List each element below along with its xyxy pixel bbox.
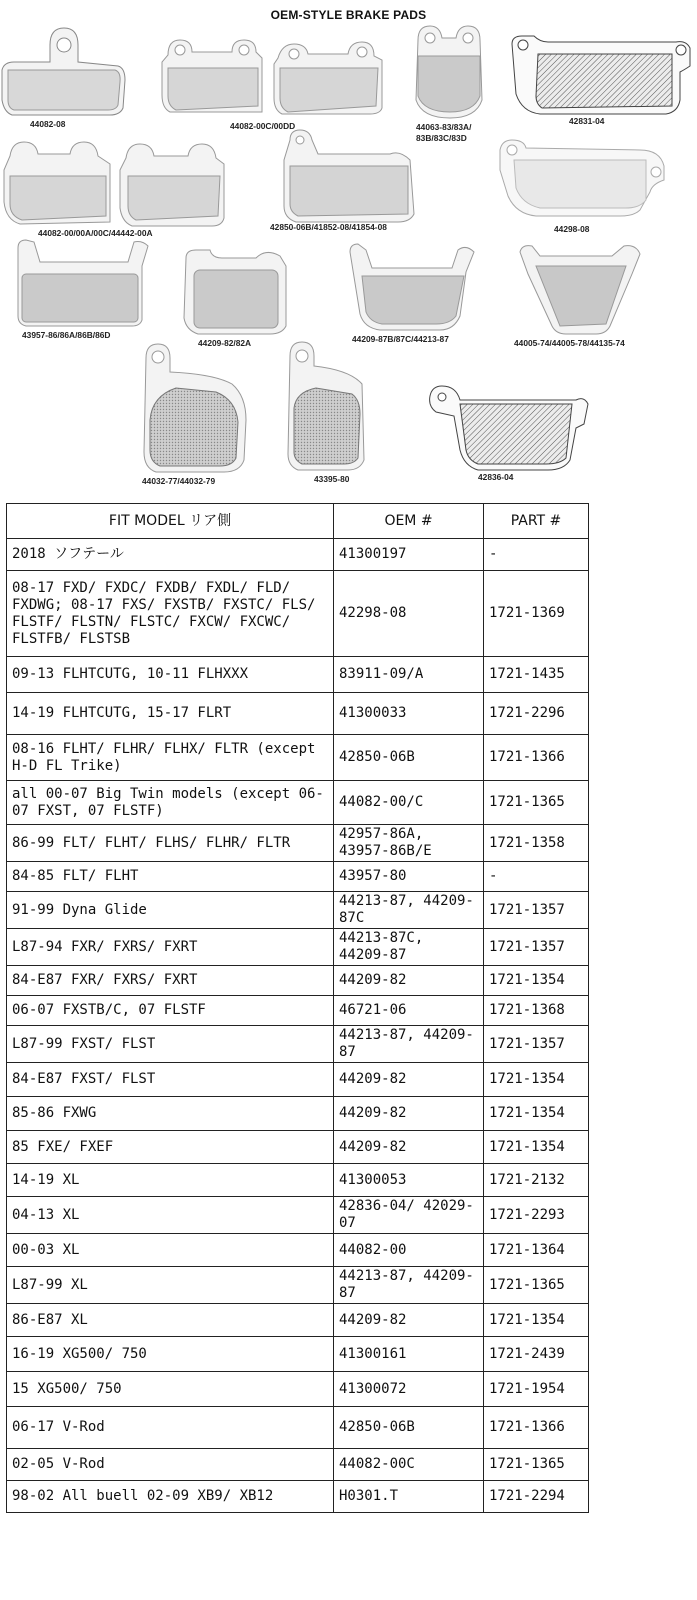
pad-label: 83B/83C/83D bbox=[416, 133, 467, 143]
brake-pad-43957-86 bbox=[18, 240, 148, 340]
part-number: 1721-1358 bbox=[484, 825, 589, 862]
fit-model: all 00-07 Big Twin models (except 06-07 FXST, 07 FLSTF) bbox=[7, 781, 334, 825]
table-row bbox=[7, 1481, 589, 1513]
fit-model: 85-86 FXWG bbox=[7, 1097, 334, 1131]
fit-model: 84-E87 FXST/ FLST bbox=[7, 1063, 334, 1097]
fit-model: 84-85 FLT/ FLHT bbox=[7, 862, 334, 892]
pad-label: 44032-77/44032-79 bbox=[142, 476, 216, 486]
oem-number: 44209-82 bbox=[334, 1097, 484, 1131]
pad-label: 44082-00C/00DD bbox=[230, 121, 296, 131]
pad-label: 44082-08 bbox=[30, 119, 66, 129]
part-number: 1721-2296 bbox=[484, 693, 589, 735]
table-row bbox=[7, 1131, 589, 1164]
brake-pad-44063-83 bbox=[416, 26, 482, 143]
brake-pad-44209-82 bbox=[184, 250, 286, 348]
oem-number: 46721-06 bbox=[334, 996, 484, 1026]
part-number: 1721-1366 bbox=[484, 1407, 589, 1449]
fit-model: 08-16 FLHT/ FLHR/ FLHX/ FLTR (except H-D FL Trike) bbox=[7, 735, 334, 781]
part-number: 1721-2294 bbox=[484, 1481, 589, 1513]
part-number: 1721-2439 bbox=[484, 1337, 589, 1372]
table-row bbox=[7, 1407, 589, 1449]
oem-number: 44209-82 bbox=[334, 966, 484, 996]
fit-model: 02-05 V-Rod bbox=[7, 1449, 334, 1481]
table-row bbox=[7, 571, 589, 657]
table-row bbox=[7, 1304, 589, 1337]
oem-number: 42850-06B bbox=[334, 1407, 484, 1449]
header-part-number: PART # bbox=[484, 504, 589, 539]
fit-model: 98-02 All buell 02-09 XB9/ XB12 bbox=[7, 1481, 334, 1513]
part-number: 1721-1354 bbox=[484, 1131, 589, 1164]
pad-label: 42831-04 bbox=[569, 116, 605, 126]
oem-number: 42957-86A, 43957-86B/E bbox=[334, 825, 484, 862]
brake-pad-44298-08 bbox=[500, 140, 664, 234]
brake-pad-44082-00c-00dd bbox=[162, 40, 382, 131]
fit-model: 91-99 Dyna Glide bbox=[7, 892, 334, 929]
table-row bbox=[7, 1164, 589, 1197]
fit-model: 86-99 FLT/ FLHT/ FLHS/ FLHR/ FLTR bbox=[7, 825, 334, 862]
table-row bbox=[7, 1197, 589, 1234]
table-row bbox=[7, 657, 589, 693]
table-row bbox=[7, 1234, 589, 1267]
table-row bbox=[7, 539, 589, 571]
fit-model: 2018 ソフテール bbox=[7, 539, 334, 571]
part-number: 1721-1365 bbox=[484, 1267, 589, 1304]
table-row bbox=[7, 892, 589, 929]
oem-number: 44213-87, 44209-87 bbox=[334, 1026, 484, 1063]
pad-label: 44063-83/83A/ bbox=[416, 122, 472, 132]
fit-model: 00-03 XL bbox=[7, 1234, 334, 1267]
oem-number: 42836-04/ 42029-07 bbox=[334, 1197, 484, 1234]
fit-model: 15 XG500/ 750 bbox=[7, 1372, 334, 1407]
fit-model: 08-17 FXD/ FXDC/ FXDB/ FXDL/ FLD/ FXDWG; 08-17 FXS/ FXSTB/ FXSTC/ FLS/ FLSTF/ FLSTN/ FLSTC/ FXCW/ FXCWC/ FLSTFB/ FLSTSB bbox=[7, 571, 334, 657]
brake-pad-42850-06b bbox=[270, 130, 414, 232]
pad-label: 44005-74/44005-78/44135-74 bbox=[514, 338, 625, 348]
fit-model: L87-94 FXR/ FXRS/ FXRT bbox=[7, 929, 334, 966]
oem-number: 83911-09/A bbox=[334, 657, 484, 693]
brake-pad-42831-04 bbox=[512, 36, 690, 126]
fit-model: 84-E87 FXR/ FXRS/ FXRT bbox=[7, 966, 334, 996]
table-row bbox=[7, 1267, 589, 1304]
part-number: 1721-1354 bbox=[484, 1097, 589, 1131]
brake-pad-44032-77 bbox=[142, 344, 246, 486]
pad-label: 44209-87B/87C/44213-87 bbox=[352, 334, 449, 344]
header-oem-number: OEM # bbox=[334, 504, 484, 539]
brake-pad-44082-00 bbox=[4, 142, 224, 238]
part-number: 1721-1365 bbox=[484, 781, 589, 825]
part-number: 1721-1369 bbox=[484, 571, 589, 657]
fit-model: 14-19 FLHTCUTG, 15-17 FLRT bbox=[7, 693, 334, 735]
table-row bbox=[7, 735, 589, 781]
fit-model: 16-19 XG500/ 750 bbox=[7, 1337, 334, 1372]
pad-label: 44082-00/00A/00C/44442-00A bbox=[38, 228, 153, 238]
oem-number: 42298-08 bbox=[334, 571, 484, 657]
table-row bbox=[7, 1063, 589, 1097]
table-row bbox=[7, 693, 589, 735]
part-number: 1721-1954 bbox=[484, 1372, 589, 1407]
oem-number: 44209-82 bbox=[334, 1304, 484, 1337]
table-row bbox=[7, 1449, 589, 1481]
table-header-row bbox=[7, 504, 589, 539]
table-row bbox=[7, 1372, 589, 1407]
oem-number: 41300053 bbox=[334, 1164, 484, 1197]
oem-number: 44209-82 bbox=[334, 1063, 484, 1097]
fit-model: 09-13 FLHTCUTG, 10-11 FLHXXX bbox=[7, 657, 334, 693]
part-number: 1721-1368 bbox=[484, 996, 589, 1026]
part-number: 1721-2293 bbox=[484, 1197, 589, 1234]
oem-number: 44209-82 bbox=[334, 1131, 484, 1164]
part-number: 1721-1357 bbox=[484, 929, 589, 966]
table-row bbox=[7, 781, 589, 825]
pad-label: 43957-86/86A/86B/86D bbox=[22, 330, 111, 340]
pad-label: 44298-08 bbox=[554, 224, 590, 234]
pad-label: 42836-04 bbox=[478, 472, 514, 482]
part-number: 1721-1354 bbox=[484, 966, 589, 996]
fit-model: L87-99 XL bbox=[7, 1267, 334, 1304]
part-number: 1721-2132 bbox=[484, 1164, 589, 1197]
table-row bbox=[7, 825, 589, 862]
table-row bbox=[7, 996, 589, 1026]
oem-number: 44213-87C, 44209-87 bbox=[334, 929, 484, 966]
oem-number: 41300197 bbox=[334, 539, 484, 571]
pad-label: 42850-06B/41852-08/41854-08 bbox=[270, 222, 387, 232]
brake-pad-42836-04 bbox=[430, 386, 588, 482]
fit-model: L87-99 FXST/ FLST bbox=[7, 1026, 334, 1063]
oem-number: 41300161 bbox=[334, 1337, 484, 1372]
pad-label: 44209-82/82A bbox=[198, 338, 252, 348]
part-number: 1721-1357 bbox=[484, 892, 589, 929]
brake-pad-44209-87b bbox=[350, 244, 474, 344]
page-title: OEM-STYLE BRAKE PADS bbox=[270, 8, 427, 22]
part-number: - bbox=[484, 539, 589, 571]
oem-number: 44082-00C bbox=[334, 1449, 484, 1481]
part-number: 1721-1435 bbox=[484, 657, 589, 693]
table-row bbox=[7, 1097, 589, 1131]
brake-pad-44082-08 bbox=[2, 28, 125, 129]
fit-model: 86-E87 XL bbox=[7, 1304, 334, 1337]
fit-model: 04-13 XL bbox=[7, 1197, 334, 1234]
part-number: 1721-1364 bbox=[484, 1234, 589, 1267]
oem-number: 44213-87, 44209-87 bbox=[334, 1267, 484, 1304]
table-row bbox=[7, 1026, 589, 1063]
part-number: - bbox=[484, 862, 589, 892]
table-row bbox=[7, 966, 589, 996]
part-number: 1721-1365 bbox=[484, 1449, 589, 1481]
oem-number: 44082-00/C bbox=[334, 781, 484, 825]
oem-number: 43957-80 bbox=[334, 862, 484, 892]
oem-number: 44213-87, 44209-87C bbox=[334, 892, 484, 929]
brake-pad-43395-80 bbox=[288, 342, 364, 484]
fitment-table bbox=[6, 503, 589, 1513]
part-number: 1721-1354 bbox=[484, 1063, 589, 1097]
pad-label: 43395-80 bbox=[314, 474, 350, 484]
fit-model: 85 FXE/ FXEF bbox=[7, 1131, 334, 1164]
header-fit-model: FIT MODEL リア側 bbox=[7, 504, 334, 539]
table-row bbox=[7, 862, 589, 892]
table-row bbox=[7, 929, 589, 966]
table-row bbox=[7, 1337, 589, 1372]
brake-pad-44005-74 bbox=[514, 246, 640, 348]
oem-number: 41300072 bbox=[334, 1372, 484, 1407]
oem-number: 44082-00 bbox=[334, 1234, 484, 1267]
fit-model: 06-07 FXSTB/C, 07 FLSTF bbox=[7, 996, 334, 1026]
part-number: 1721-1366 bbox=[484, 735, 589, 781]
oem-number: 41300033 bbox=[334, 693, 484, 735]
oem-number: 42850-06B bbox=[334, 735, 484, 781]
fit-model: 06-17 V-Rod bbox=[7, 1407, 334, 1449]
oem-number: H0301.T bbox=[334, 1481, 484, 1513]
fit-model: 14-19 XL bbox=[7, 1164, 334, 1197]
part-number: 1721-1354 bbox=[484, 1304, 589, 1337]
brake-pad-illustrations bbox=[0, 22, 697, 492]
part-number: 1721-1357 bbox=[484, 1026, 589, 1063]
